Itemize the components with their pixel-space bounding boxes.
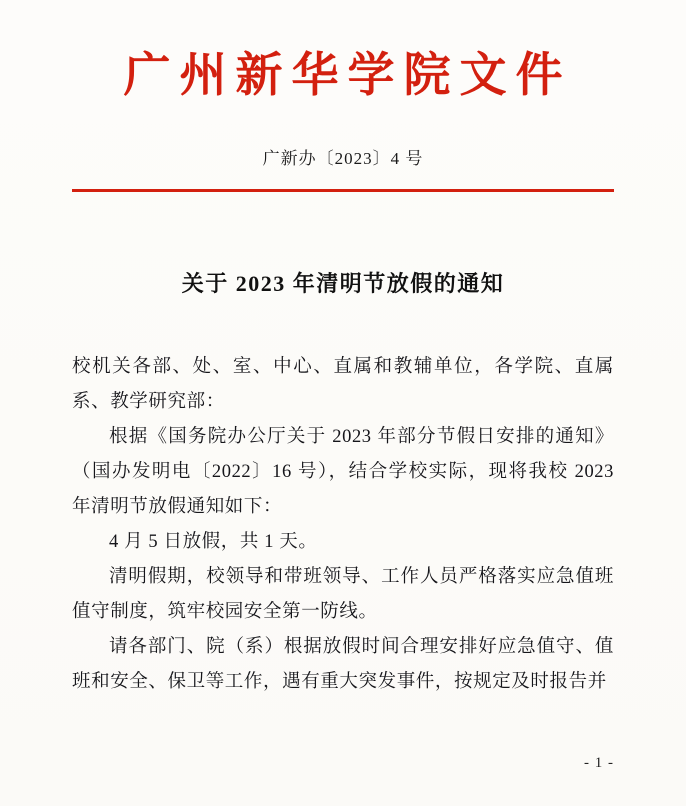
page-number: - 1 - <box>584 755 614 771</box>
document-body <box>72 350 614 700</box>
paragraph-holiday-dates: 4 月 5 日放假，共 1 天。 <box>109 531 318 552</box>
red-separator-rule <box>72 189 614 192</box>
document-header <box>72 0 614 169</box>
paragraph-basis: 根据《国务院办公厅关于 2023 年部分节假日安排的通知》（国办发明电〔2022〕16 号），结合学校实际，现将我校 2023 年清明节放假通知如下： <box>72 426 614 517</box>
paragraph-department-duty: 请各部门、院（系）根据放假时间合理安排好应急值守、值班和安全、保卫等工作，遇有重大突发事件，按规定及时报告并 <box>72 636 614 692</box>
document-number: 广新办〔2023〕4 号 <box>262 149 424 169</box>
page-title: 关于 2023 年清明节放假的通知 <box>181 270 505 296</box>
organization-title: 广州新华学院文件 <box>123 50 572 102</box>
paragraph-recipients: 校机关各部、处、室、中心、直属和教辅单位，各学院、直属系、教学研究部： <box>72 356 614 412</box>
paragraph-duty-system: 清明假期，校领导和带班领导、工作人员严格落实应急值班值守制度，筑牢校园安全第一防线。 <box>72 566 614 622</box>
